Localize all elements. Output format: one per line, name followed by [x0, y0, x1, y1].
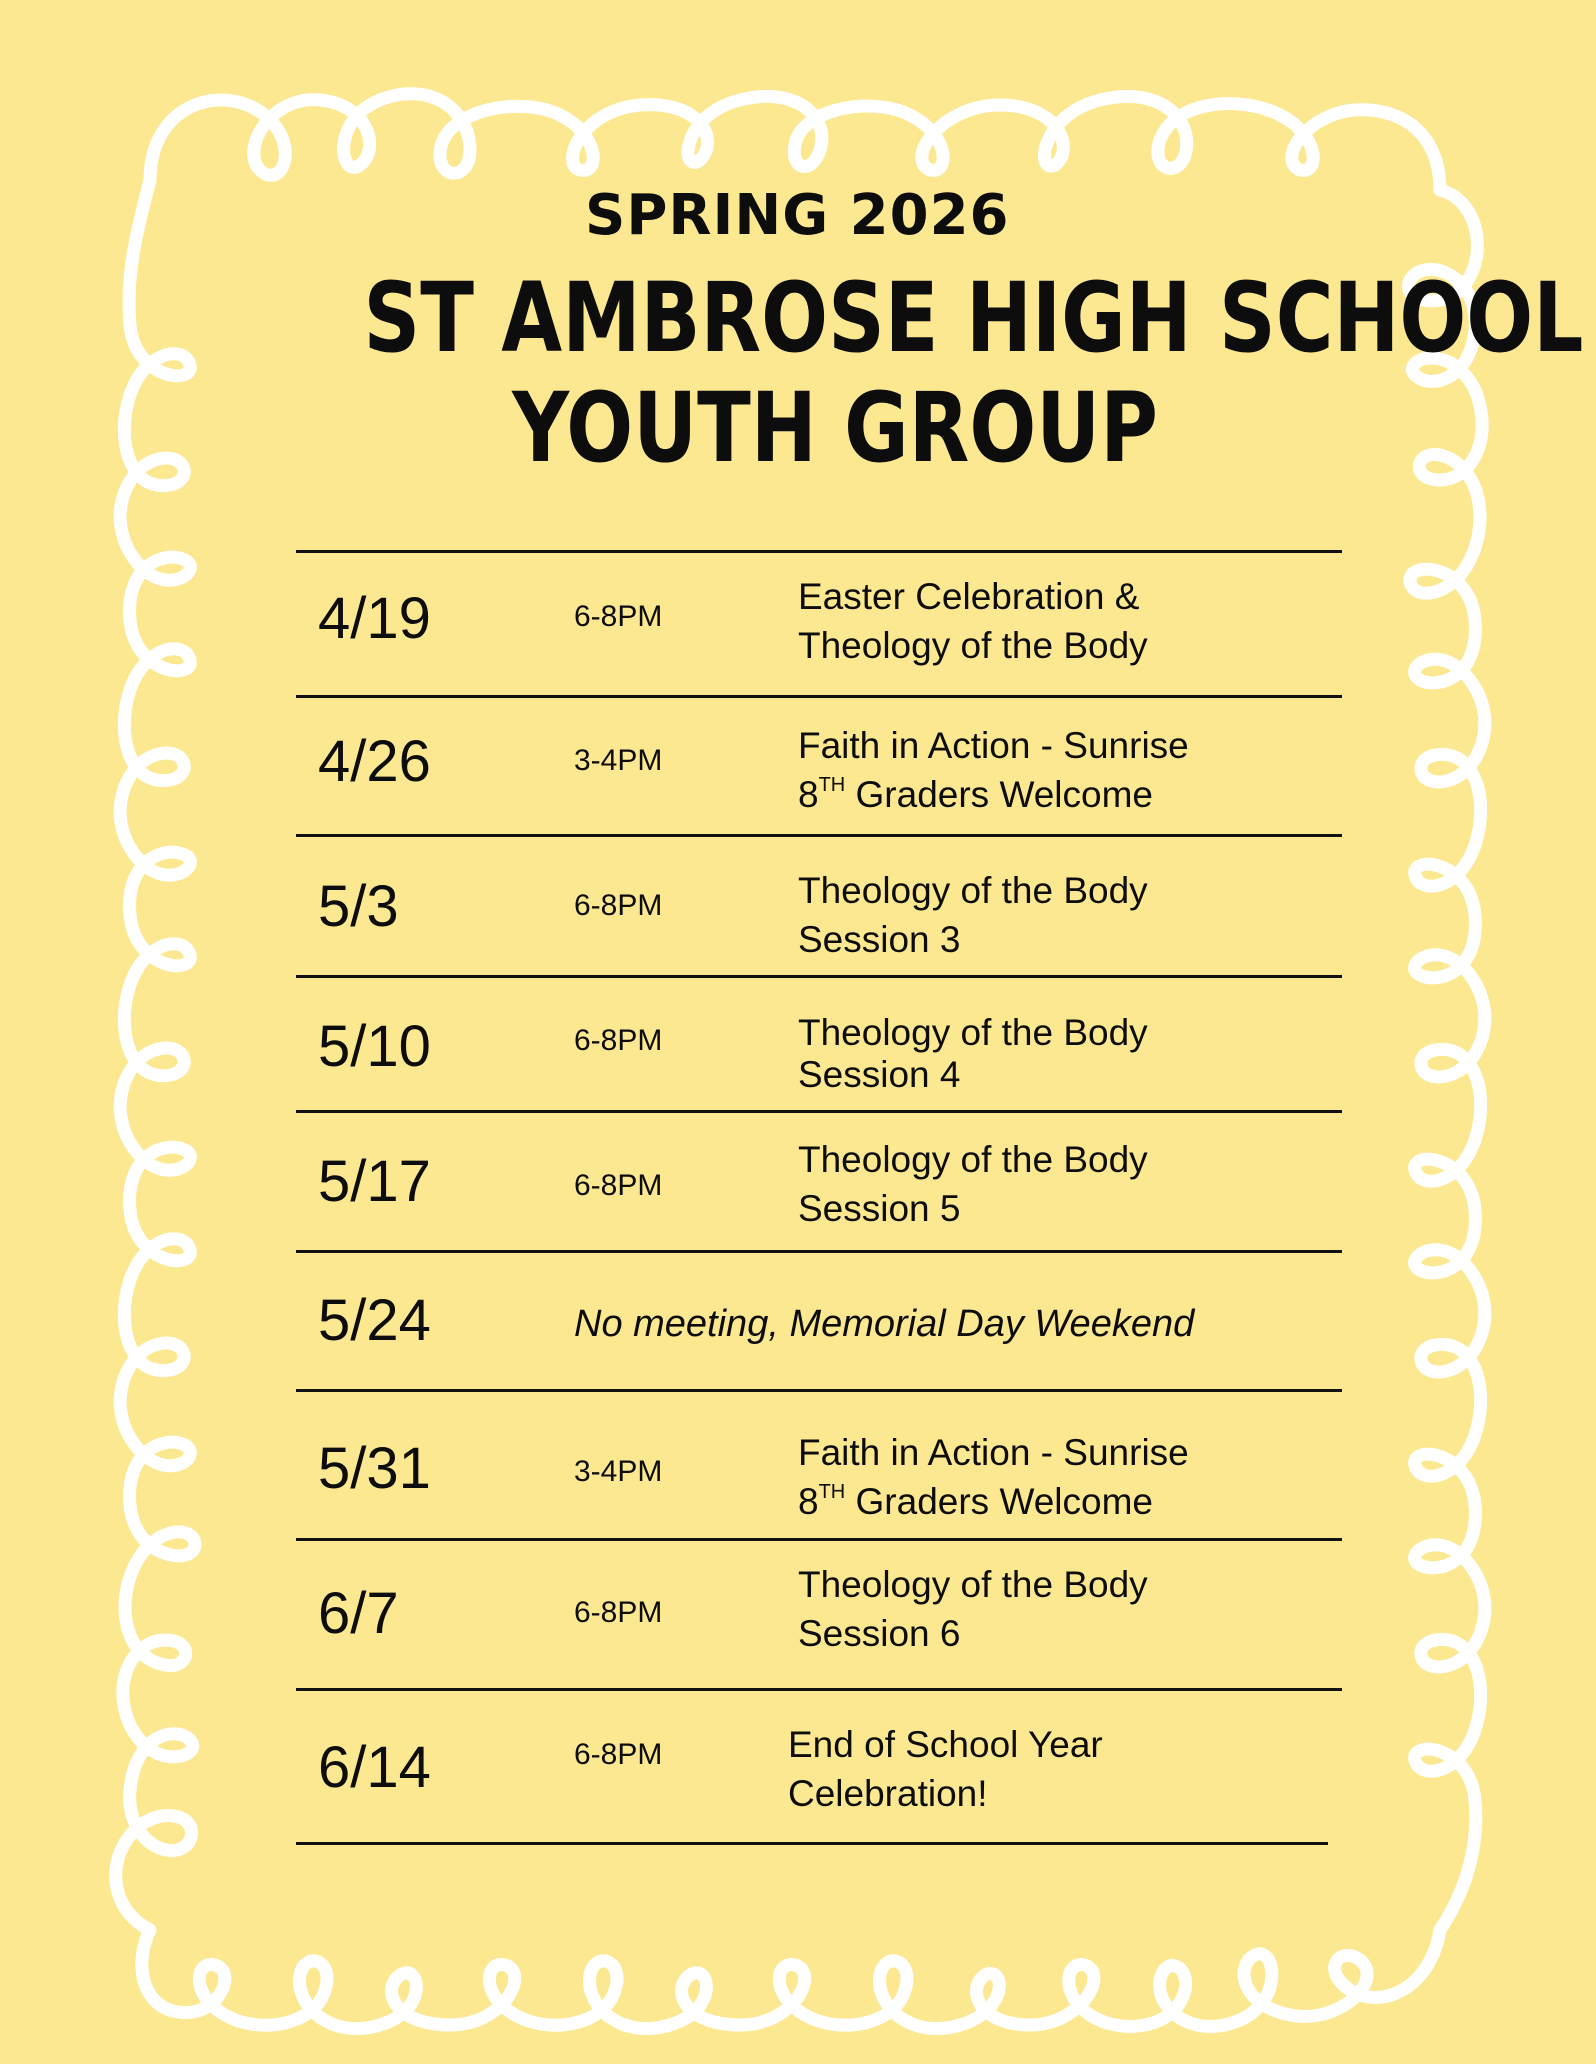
description-line-2: Session 5 [798, 1188, 961, 1229]
row-divider [296, 1389, 1342, 1392]
description-line-1: Theology of the Body [798, 1012, 1148, 1053]
schedule-description [798, 572, 1148, 670]
schedule-date: 5/17 [318, 1149, 431, 1214]
description-line-2: Theology of the Body [798, 625, 1148, 666]
schedule-description [798, 1428, 1189, 1526]
page-title-line-1: ST AMBROSE HIGH SCHOOL [363, 262, 1584, 374]
description-line-1: Faith in Action - Sunrise [798, 1432, 1189, 1473]
schedule-date: 4/19 [318, 586, 431, 651]
schedule-description [798, 866, 1148, 964]
description-line-1: End of School Year [788, 1724, 1103, 1765]
schedule-time: 6-8PM [574, 1024, 663, 1057]
row-divider [296, 1538, 1342, 1541]
schedule-date: 5/3 [318, 874, 399, 939]
description-line-1: Faith in Action - Sunrise [798, 725, 1189, 766]
row-divider [296, 550, 1342, 553]
schedule-date: 6/7 [318, 1581, 399, 1646]
ordinal-suffix: TH [818, 774, 846, 796]
schedule-description [798, 721, 1189, 819]
schedule-time: 6-8PM [574, 889, 663, 922]
schedule-time: 6-8PM [574, 1596, 663, 1629]
schedule-description [798, 1012, 1148, 1096]
schedule-date: 5/10 [318, 1014, 431, 1079]
schedule-time: 6-8PM [574, 1169, 663, 1202]
row-divider [296, 975, 1342, 978]
row-divider [296, 1842, 1328, 1845]
row-divider [296, 1110, 1342, 1113]
row-divider [296, 834, 1342, 837]
grade-number: 8 [798, 1481, 819, 1522]
description-line-2: Session 3 [798, 919, 961, 960]
schedule-description [798, 1560, 1148, 1658]
schedule-time: 3-4PM [574, 1455, 663, 1488]
schedule-time: 3-4PM [574, 744, 663, 777]
schedule-note: No meeting, Memorial Day Weekend [574, 1303, 1195, 1345]
grade-number: 8 [798, 774, 819, 815]
schedule-time: 6-8PM [574, 1738, 663, 1771]
description-line-2 [798, 1477, 1189, 1526]
schedule-date: 5/31 [318, 1436, 431, 1501]
schedule-description [788, 1720, 1103, 1818]
description-line-1: Easter Celebration & [798, 576, 1140, 617]
schedule-date: 6/14 [318, 1735, 431, 1800]
description-line-2 [798, 770, 1189, 819]
schedule-time: 6-8PM [574, 600, 663, 633]
grade-text: Graders Welcome [855, 1481, 1153, 1522]
schedule-description [798, 1135, 1148, 1233]
row-divider [296, 1250, 1342, 1253]
season-label: SPRING 2026 [585, 183, 1010, 248]
row-divider [296, 695, 1342, 698]
ordinal-suffix: TH [818, 1481, 846, 1503]
description-line-1: Theology of the Body [798, 870, 1148, 911]
schedule-date: 5/24 [318, 1288, 431, 1353]
row-divider [296, 1688, 1342, 1691]
description-line-1: Theology of the Body [798, 1139, 1148, 1180]
grade-text: Graders Welcome [855, 774, 1153, 815]
description-line-2: Session 4 [798, 1054, 961, 1095]
description-line-2: Celebration! [788, 1773, 988, 1814]
page-title-line-2: YOUTH GROUP [512, 372, 1158, 484]
description-line-1: Theology of the Body [798, 1564, 1148, 1605]
schedule-date: 4/26 [318, 729, 431, 794]
description-line-2: Session 6 [798, 1613, 961, 1654]
